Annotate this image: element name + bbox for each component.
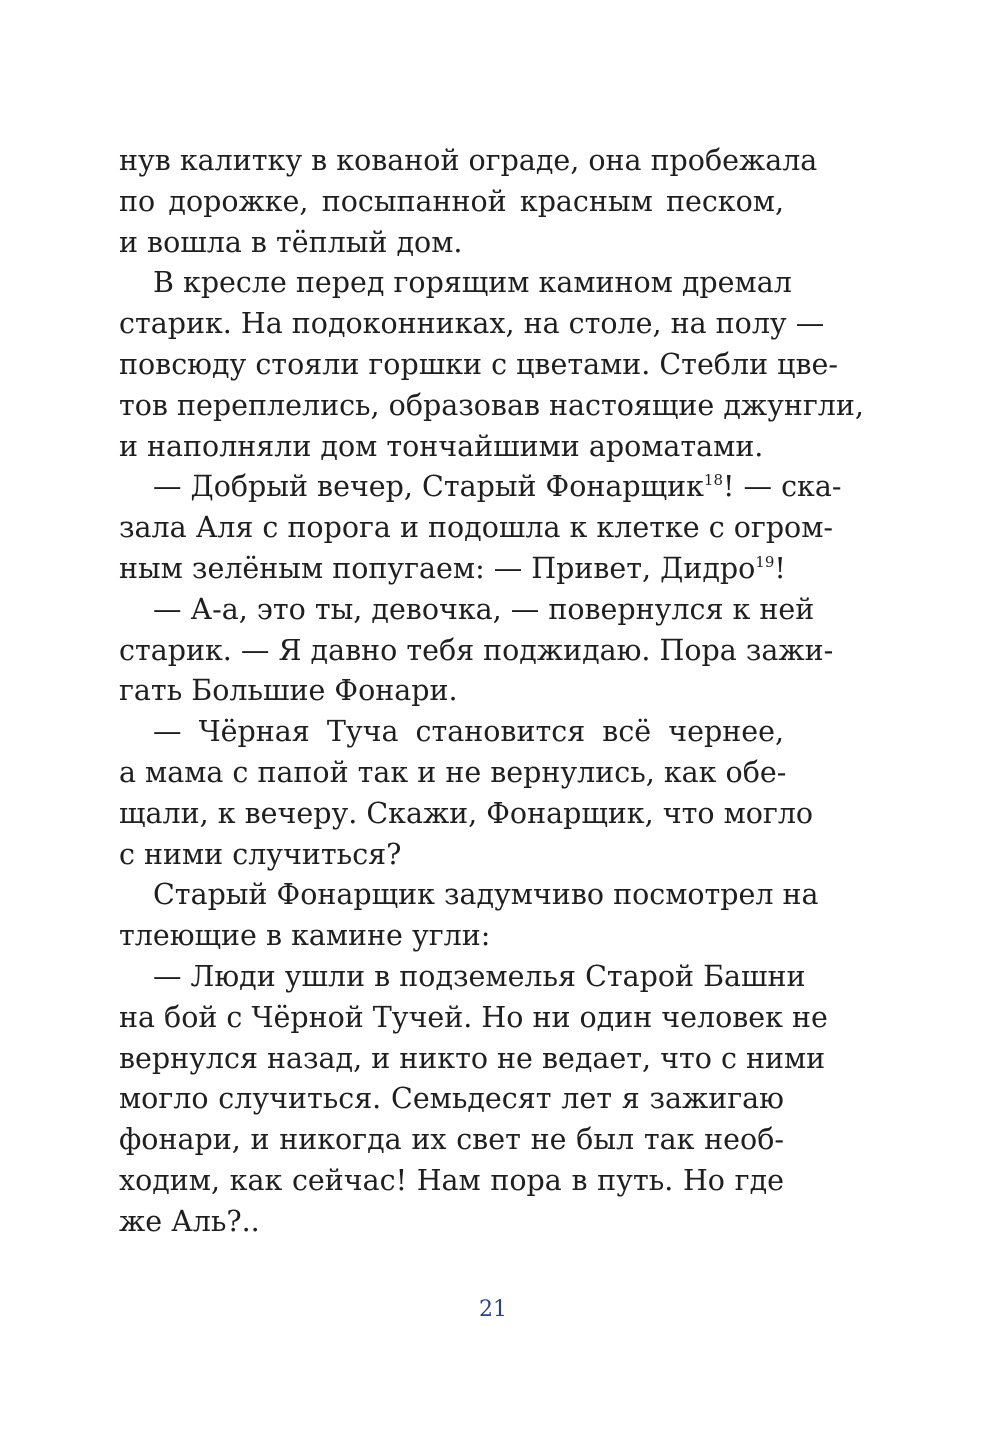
text-line: — Чёрная Туча становится всё чернее, <box>153 715 784 749</box>
text-line: же Аль?.. <box>119 1204 260 1238</box>
text-line: В кресле перед горящим камином дремал <box>153 266 792 300</box>
text-line: тлеющие в камине угли: <box>119 919 491 953</box>
text-line: могло случиться. Семьдесят лет я зажигаю <box>119 1082 784 1116</box>
text-line: щали, к вечеру. Скажи, Фонарщик, что могло <box>119 796 814 830</box>
text-segment: — Добрый вечер, Старый Фонарщик <box>153 470 704 504</box>
text-segment: ! — ска- <box>723 470 842 504</box>
text-line: на бой с Чёрной Тучей. Но ни один человек не <box>119 1000 828 1034</box>
text-line: повсюду стояли горшки с цветами. Стебли цве- <box>119 347 838 381</box>
text-line: а мама с папой так и не вернулись, как обе- <box>119 755 787 789</box>
page-number: 21 <box>479 1297 507 1322</box>
text-line: старик. На подоконниках, на столе, на полу — <box>119 307 825 341</box>
text-line: старик. — Я давно тебя поджидаю. Пора зажи- <box>119 633 834 667</box>
page-text <box>119 141 864 1243</box>
text-line: — Люди ушли в подземелья Старой Башни <box>153 959 806 993</box>
text-line: с ними случиться? <box>119 837 402 871</box>
text-line: Старый Фонарщик задумчиво посмотрел на <box>153 878 819 912</box>
text-line: и вошла в тёплый дом. <box>119 225 463 259</box>
text-line: нув калитку в кованой ограде, она пробежала <box>119 144 818 177</box>
text-line: зала Аля с порога и подошла к клетке с огром- <box>119 511 834 545</box>
footnote-marker[interactable]: 18 <box>703 471 724 490</box>
footnote-marker[interactable]: 19 <box>755 552 775 571</box>
text-line-with-footnote <box>119 467 842 508</box>
text-line: фонари, и никогда их свет не был так необ- <box>119 1123 784 1157</box>
text-segment: ным зелёным попугаем: — Привет, Дидро <box>119 551 756 585</box>
text-line: — А-а, это ты, девочка, — повернулся к ней <box>153 592 815 626</box>
text-line: тов переплелись, образовав настоящие джунгли, <box>119 388 864 422</box>
text-line: ходим, как сейчас! Нам пора в путь. Но где <box>119 1163 784 1197</box>
text-line: вернулся назад, и никто не ведает, что с ними <box>119 1041 826 1075</box>
text-segment: ! <box>774 551 786 585</box>
text-line: по дорожке, посыпанной красным песком, <box>119 184 784 218</box>
text-line-with-footnote <box>119 549 784 590</box>
text-line: гать Большие Фонари. <box>119 674 458 708</box>
text-line: и наполняли дом тончайшими ароматами. <box>119 429 764 463</box>
